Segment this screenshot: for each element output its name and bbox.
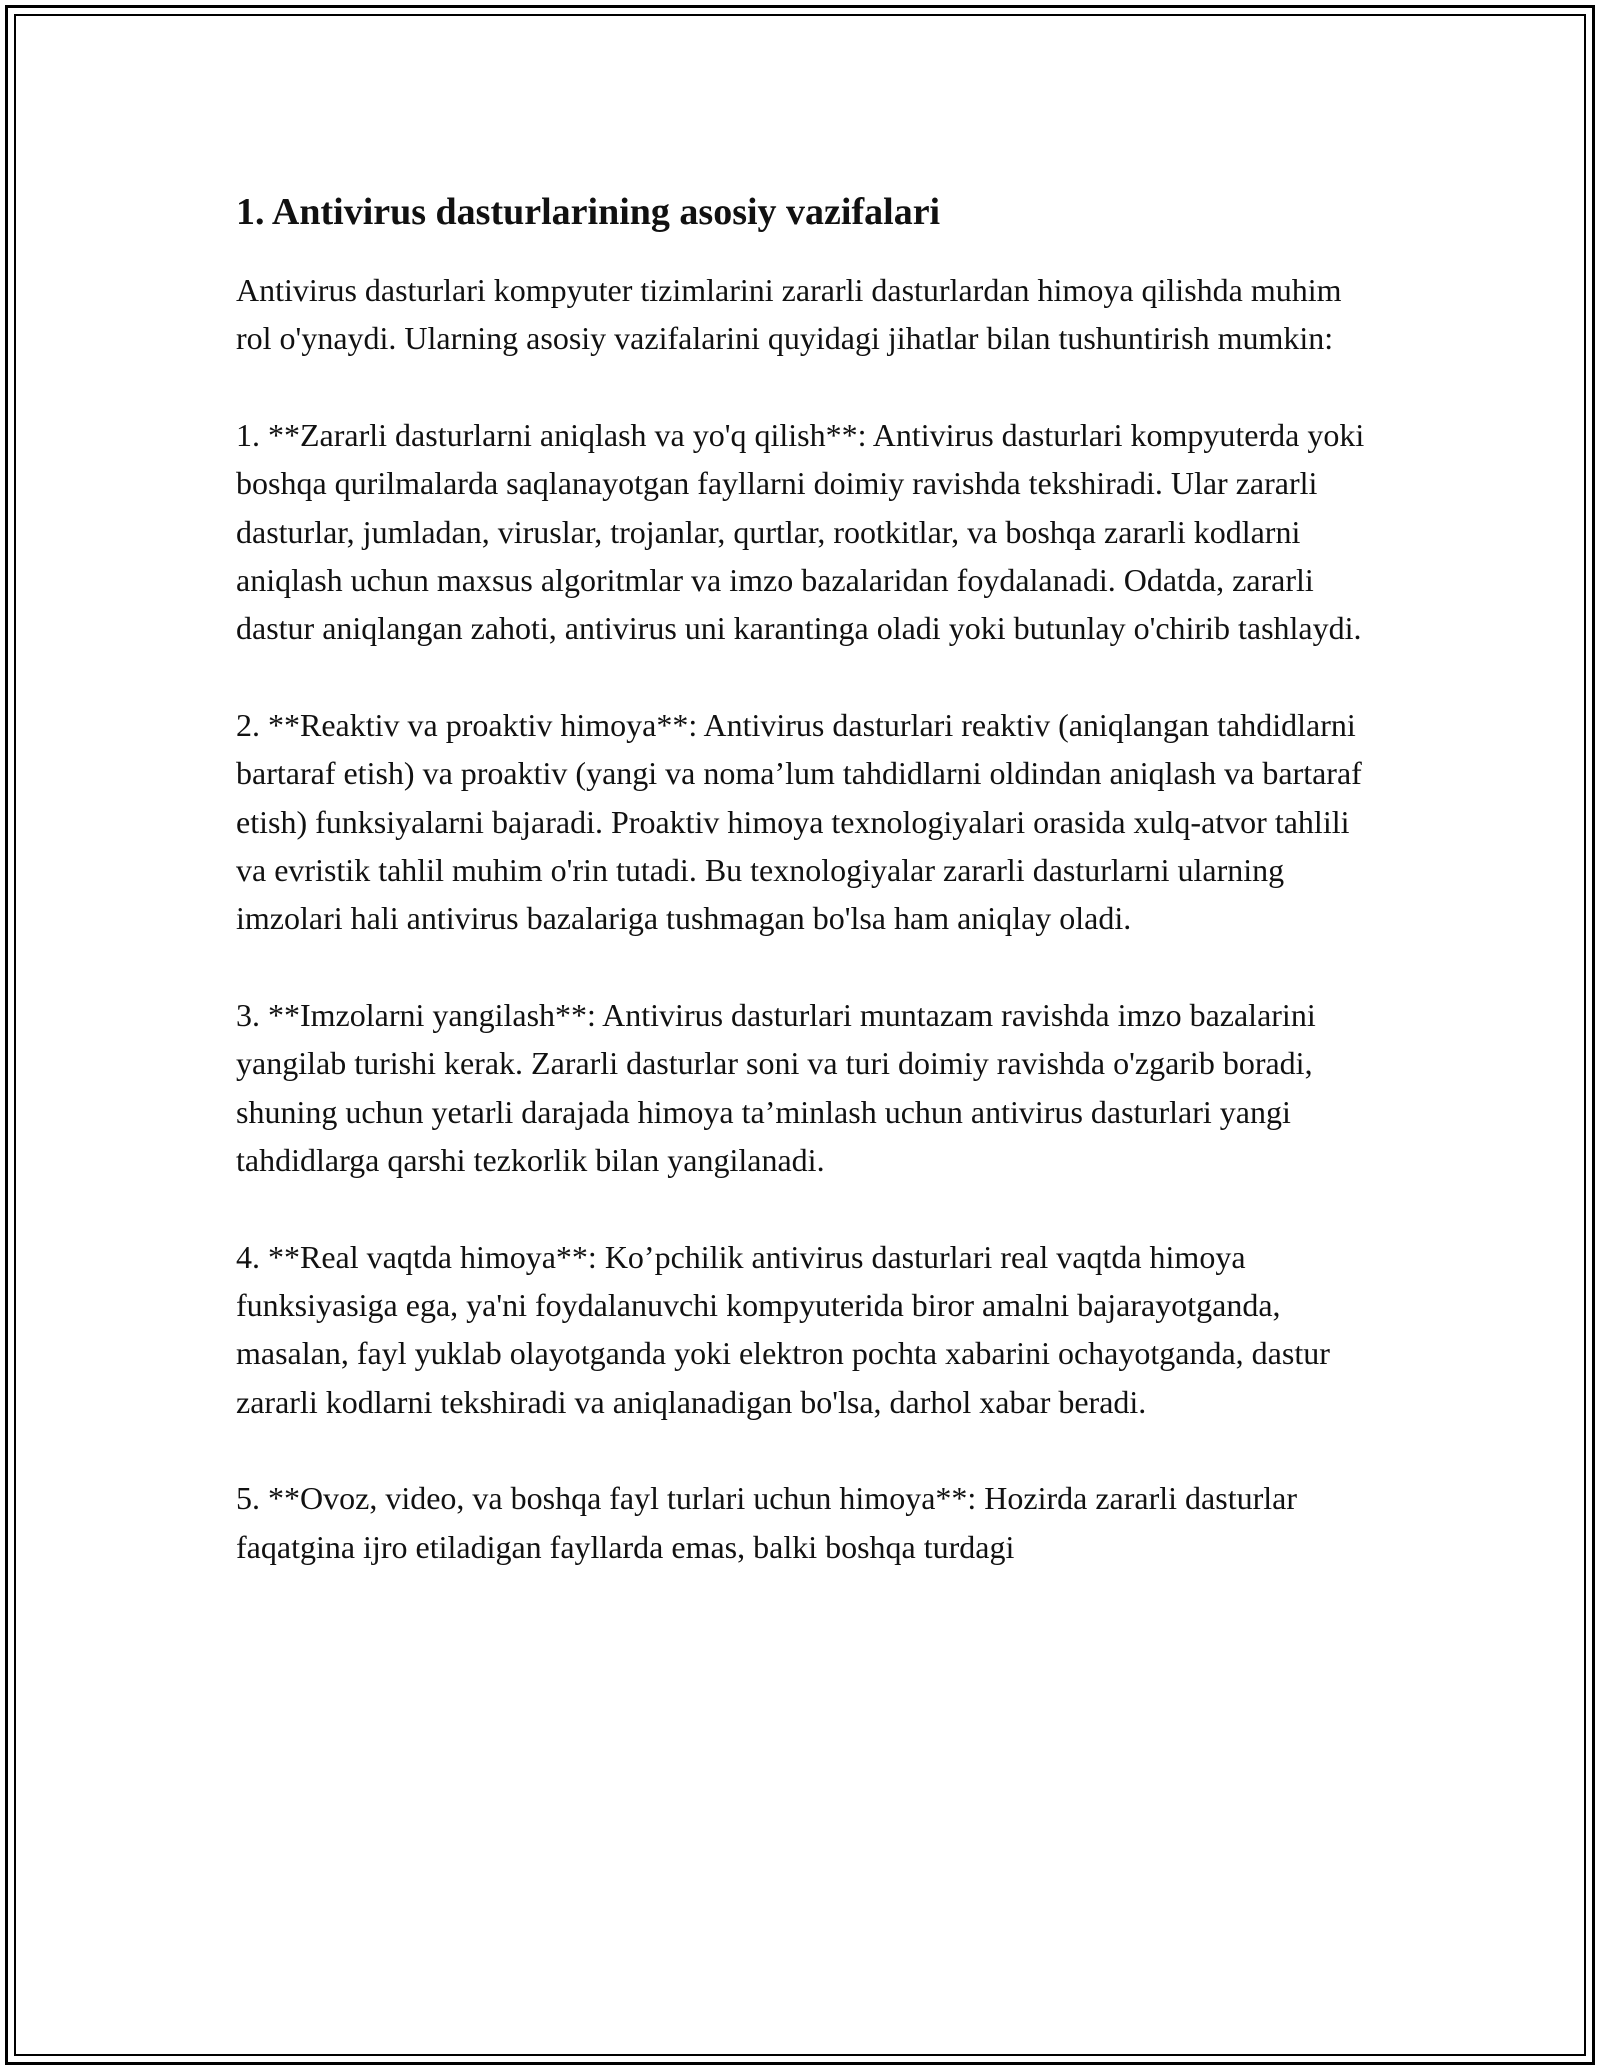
list-item: 5. **Ovoz, video, va boshqa fayl turlari uchun himoya**: Hozirda zararli dasturlar faqatgina ijro etiladigan fayllarda emas, balki boshqa turdagi: [236, 1480, 1297, 1565]
list-item: 1. **Zararli dasturlarni aniqlash va yo'q qilish**: Antivirus dasturlari kompyuterda yoki boshqa qurilmalarda saqlanayotgan fayllarni doimiy ravishda tekshiradi. Ular zararli dasturlar, jumladan, viruslar, trojanlar, qurtlar, rootkitlar, va boshqa zararli kodlarni aniqlash uchun maxsus algoritmlar va imzo bazalaridan foydalanadi. Odatda, zararli dastur aniqlangan zahoti, antivirus uni karantinga oladi yoki butunlay o'chirib tashlaydi.: [236, 416, 1365, 647]
document-body: [236, 180, 1376, 1571]
list-item: 3. **Imzolarni yangilash**: Antivirus dasturlari muntazam ravishda imzo bazalarini yangilab turishi kerak. Zararli dasturlar soni va turi doimiy ravishda o'zgarib boradi, shuning uchun yetarli darajada himoya ta’minlash uchun antivirus dasturlari yangi tahdidlarga qarshi tezkorlik bilan yangilanadi.: [236, 996, 1316, 1179]
list-item: 4. **Real vaqtda himoya**: Ko’pchilik antivirus dasturlari real vaqtda himoya funksiyasiga ega, ya'ni foydalanuvchi kompyuterida biror amalni bajarayotganda, masalan, fayl yuklab olayotganda yoki elektron pochta xabarini ochayotganda, dastur zararli kodlarni tekshiradi va aniqlanadigan bo'lsa, darhol xabar beradi.: [236, 1238, 1330, 1420]
section-title: 1. Antivirus dasturlarining asosiy vazifalari: [236, 191, 941, 233]
intro-paragraph: Antivirus dasturlari kompyuter tizimlarini zararli dasturlardan himoya qilishda muhim rol o'ynaydi. Ularning asosiy vazifalarini quyidagi jihatlar bilan tushuntirish mumkin:: [236, 272, 1342, 357]
list-item: 2. **Reaktiv va proaktiv himoya**: Antivirus dasturlari reaktiv (aniqlangan tahdidlarni bartaraf etish) va proaktiv (yangi va noma’lum tahdidlarni oldindan aniqlash va bartaraf etish) funksiyalarni bajaradi. Proaktiv himoya texnologiyalari orasida xulq-atvor tahlili va evristik tahlil muhim o'rin tutadi. Bu texnologiyalar zararli dasturlarni ularning imzolari hali antivirus bazalariga tushmagan bo'lsa ham aniqlay oladi.: [236, 706, 1362, 937]
